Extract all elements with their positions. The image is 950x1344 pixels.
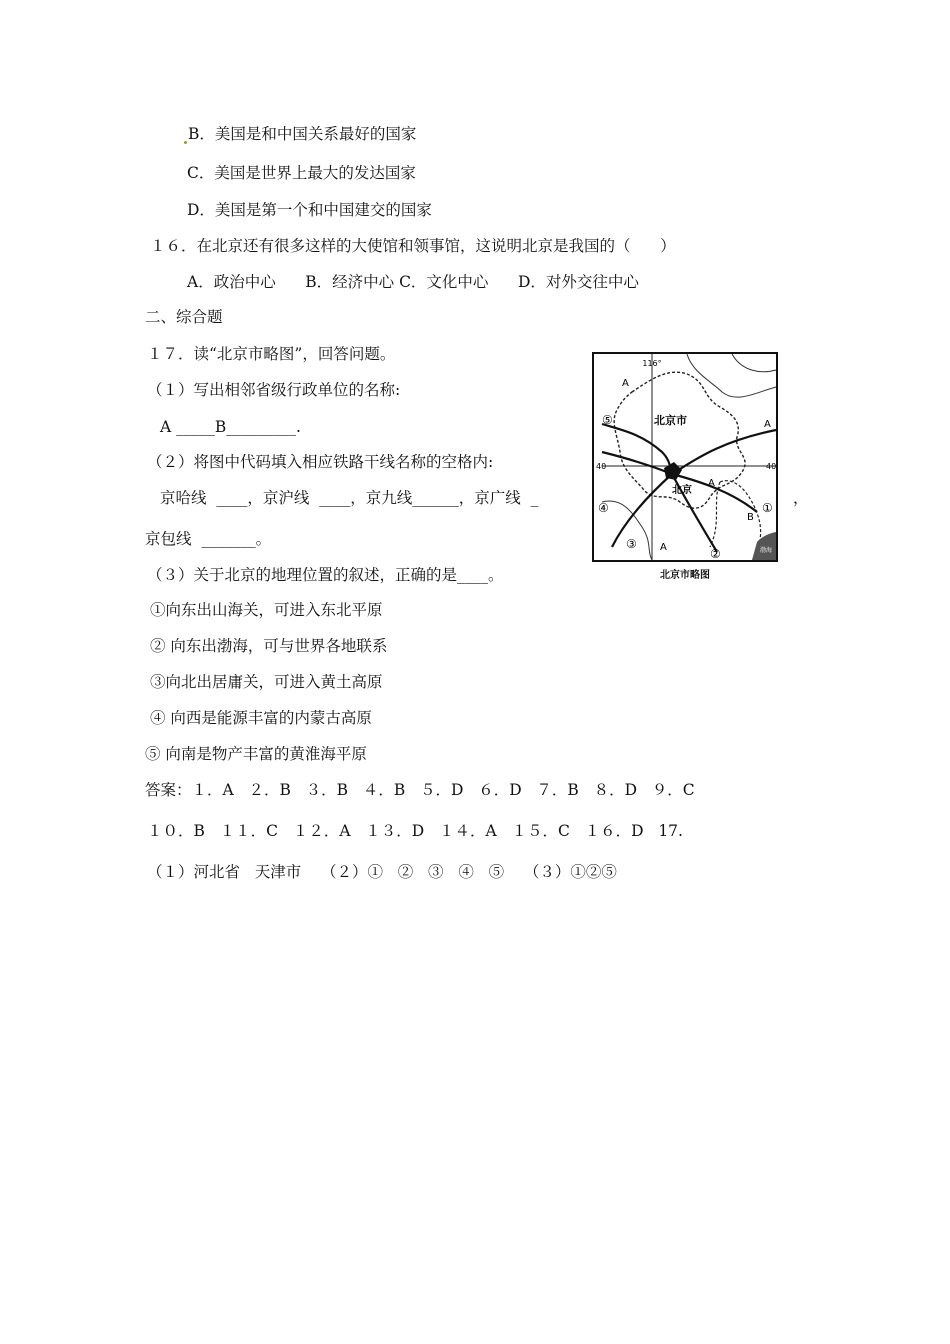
region-label-a-ne: A <box>764 419 771 430</box>
q17-part1-blanks: A _____B_________. <box>160 418 301 436</box>
section-title: 二、综合题 <box>145 308 223 326</box>
q17-part2: （２）将图中代码填入相应铁路干线名称的空格内: <box>147 453 494 471</box>
answers-line-3: （１）河北省 天津市 （２）① ② ③ ④ ⑤ （３）①②⑤ <box>147 863 617 881</box>
q17-part3-option-2: ② 向东出渤海，可与世界各地联系 <box>150 637 388 655</box>
region-label-a-s: A <box>660 542 667 553</box>
q15-option-d: D．美国是第一个和中国建交的国家 <box>187 201 432 219</box>
latitude-label-left: 40 <box>596 462 607 471</box>
map-caption: 北京市略图 <box>660 570 710 581</box>
q17-part3-option-5: ⑤ 向南是物产丰富的黄淮海平原 <box>145 745 367 763</box>
q17-part2-trailing-comma: ， <box>793 489 809 507</box>
railway-marker-1: ① <box>762 501 773 515</box>
municipality-label: 北京市 <box>654 414 687 427</box>
railway-marker-2: ② <box>710 547 721 561</box>
answers-line-2: １０．B １１．C １２．A １３．D １４．A １５．C １６．D 17. <box>147 822 683 840</box>
railway-marker-4: ④ <box>598 501 609 515</box>
q16-stem: １６．在北京还有很多这样的大使馆和领事馆，这说明北京是我国的（ ） <box>150 237 676 255</box>
q15-option-c: C．美国是世界上最大的发达国家 <box>187 164 416 182</box>
region-label-a-e: A <box>708 478 715 489</box>
q17-part3-option-4: ④ 向西是能源丰富的内蒙古高原 <box>150 709 372 727</box>
q15-option-b: B．美国是和中国关系最好的国家 <box>184 124 416 144</box>
stray-dot-icon <box>184 141 187 144</box>
railway-marker-3: ③ <box>626 537 637 551</box>
map-svg <box>592 352 778 562</box>
city-label: 北京 <box>672 485 692 496</box>
q17-part3: （３）关于北京的地理位置的叙述，正确的是____。 <box>147 566 504 584</box>
longitude-label: 116° <box>642 359 662 368</box>
region-label-a-nw: A <box>622 378 629 389</box>
region-label-b: B <box>747 512 754 523</box>
bohai-label: 渤海 <box>760 547 773 554</box>
q17-stem: １７．读“北京市略图”，回答问题。 <box>147 345 396 363</box>
q16-options: A．政治中心 B．经济中心 C．文化中心 D．对外交往中心 <box>187 273 639 291</box>
answers-line-1: 答案：１．A ２．B ３．B ４．B ５．D ６．D ７．B ８．D ９．C <box>145 781 695 799</box>
latitude-label-right: 40 <box>766 462 777 471</box>
railway-marker-5: ⑤ <box>602 413 613 427</box>
q17-part3-option-3: ③向北出居庸关，可进入黄土高原 <box>150 673 383 691</box>
q17-part2-line2: 京包线 _______。 <box>145 530 272 548</box>
q17-part1: （１）写出相邻省级行政单位的名称: <box>147 381 401 399</box>
q17-part3-option-1: ①向东出山海关，可进入东北平原 <box>150 601 383 619</box>
beijing-map <box>592 352 778 584</box>
q17-part2-line1: 京哈线 ____，京沪线 ____，京九线______，京广线 _ <box>160 489 539 507</box>
